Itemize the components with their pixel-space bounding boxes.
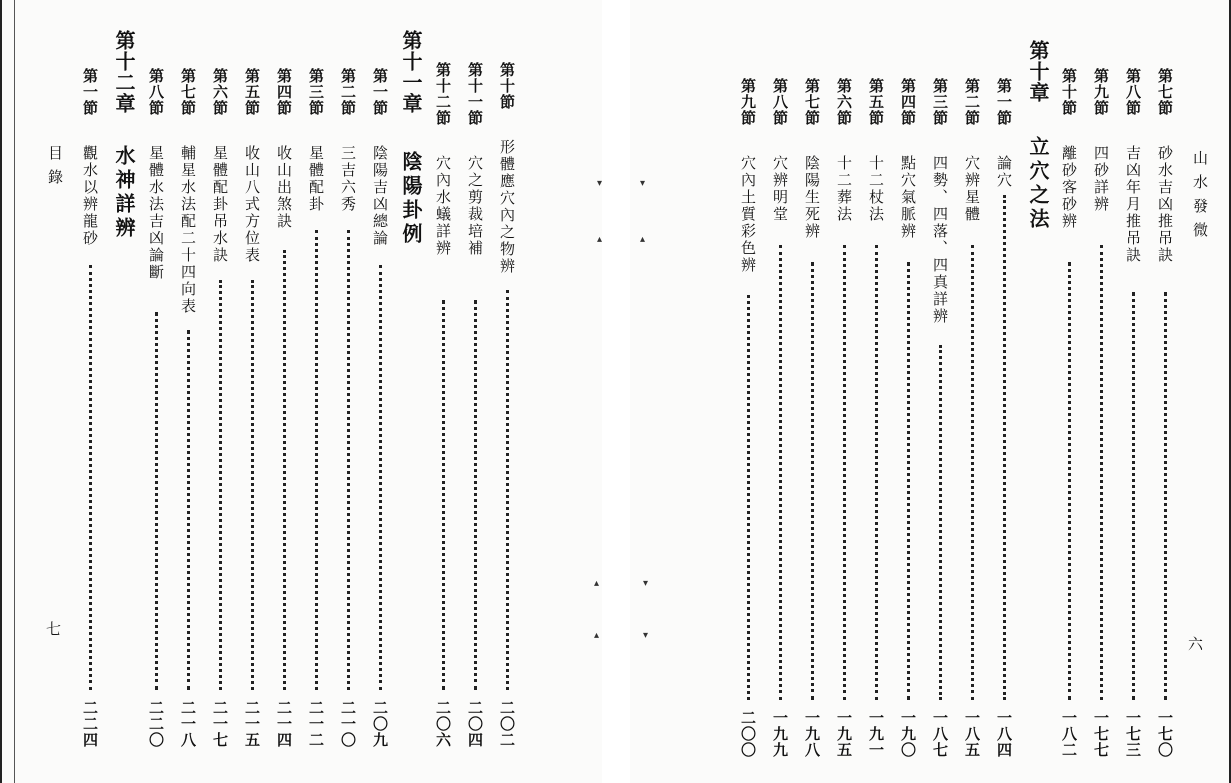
toc-entry	[82, 68, 98, 247]
section-label: 第八節	[771, 78, 789, 126]
section-label: 第六節	[835, 78, 853, 126]
toc-entry	[740, 78, 756, 274]
toc-entry	[804, 78, 820, 240]
page-number: 二一四	[275, 700, 293, 748]
toc-entry	[1093, 68, 1109, 213]
dot-leader	[1100, 245, 1103, 700]
dot-leader	[747, 295, 750, 700]
binding-mark: ▴	[594, 630, 600, 641]
dot-leader	[1003, 195, 1006, 700]
toc-entry	[467, 62, 483, 257]
page-number: 二〇二	[498, 700, 516, 748]
section-label: 第五節	[867, 78, 885, 126]
section-label: 第三節	[307, 68, 325, 116]
section-label: 第三節	[931, 78, 949, 126]
section-label: 第四節	[899, 78, 917, 126]
section-label: 第八節	[1124, 68, 1142, 116]
chapter-heading	[1028, 40, 1048, 232]
section-title: 十二杖法	[867, 155, 885, 223]
dot-leader	[219, 280, 222, 690]
chapter-title: 水神詳辨	[112, 145, 136, 241]
dot-leader	[875, 245, 878, 700]
toc-entry	[499, 62, 515, 275]
section-label: 第一節	[81, 68, 99, 116]
page-number: 一七七	[1092, 710, 1110, 758]
folio-number: 六	[1188, 635, 1204, 653]
page-number: 一八二	[1060, 710, 1078, 758]
section-title: 四砂詳辨	[1092, 145, 1110, 213]
dot-leader	[283, 250, 286, 690]
dot-leader	[843, 245, 846, 700]
section-title: 觀水以辨龍砂	[81, 145, 99, 247]
page-number: 二〇〇	[739, 710, 757, 758]
page-edge	[0, 0, 2, 783]
binding-mark: ▴	[597, 234, 603, 245]
section-label: 第十節	[1060, 68, 1078, 116]
dot-leader	[779, 245, 782, 700]
section-title: 星體配卦吊水訣	[211, 145, 229, 264]
toc-entry	[1125, 68, 1141, 264]
dot-leader	[1132, 292, 1135, 700]
toc-entry	[180, 68, 196, 315]
binding-mark: ▾	[643, 578, 649, 589]
page-number: 一九一	[867, 710, 885, 758]
section-title: 星體水法吉凶論斷	[147, 145, 165, 281]
section-label: 第六節	[211, 68, 229, 116]
running-header: 目錄	[46, 145, 64, 193]
section-title: 十二葬法	[835, 155, 853, 223]
chapter-label: 第十章	[1026, 40, 1050, 103]
page-number: 一九五	[835, 710, 853, 758]
section-title: 點穴氣脈辨	[899, 155, 917, 240]
section-title: 形體應穴內之物辨	[498, 139, 516, 275]
chapter-label: 第十二章	[112, 30, 136, 114]
page-number: 二二〇	[147, 700, 165, 748]
section-label: 第九節	[739, 78, 757, 126]
dot-leader	[1164, 292, 1167, 700]
dot-leader	[155, 312, 158, 690]
section-title: 離砂客砂辨	[1060, 145, 1078, 230]
section-title: 星體配卦	[307, 145, 325, 213]
section-label: 第五節	[243, 68, 261, 116]
binding-mark: ▴	[594, 578, 600, 589]
section-title: 輔星水法配二十四向表	[179, 145, 197, 315]
toc-entry	[276, 68, 292, 230]
section-title: 陰陽生死辨	[803, 155, 821, 240]
chapter-heading	[401, 30, 421, 247]
section-title: 砂水吉凶推吊訣	[1156, 145, 1174, 264]
dot-leader	[811, 262, 814, 700]
section-title: 陰陽吉凶總論	[371, 145, 389, 247]
binding-mark: ▾	[640, 178, 646, 189]
section-label: 第二節	[339, 68, 357, 116]
dot-leader	[506, 290, 509, 690]
section-title: 穴辨明堂	[771, 155, 789, 223]
page-number: 一九〇	[899, 710, 917, 758]
chapter-label: 第十一章	[399, 30, 423, 114]
running-header: 山水發微	[1191, 150, 1209, 246]
dot-leader	[315, 230, 318, 690]
dot-leader	[1068, 262, 1071, 700]
section-label: 第七節	[179, 68, 197, 116]
page-number: 二〇四	[466, 700, 484, 748]
page-number: 一九九	[771, 710, 789, 758]
section-title: 穴之剪裁培補	[466, 155, 484, 257]
toc-entry	[340, 68, 356, 213]
page-number: 二一七	[211, 700, 229, 748]
dot-leader	[379, 265, 382, 690]
dot-leader	[89, 265, 92, 690]
dot-leader	[347, 230, 350, 690]
dot-leader	[474, 300, 477, 690]
folio-number: 七	[46, 620, 62, 638]
toc-entry	[435, 62, 451, 257]
section-label: 第一節	[371, 68, 389, 116]
page-number: 二一〇	[339, 700, 357, 748]
section-label: 第八節	[147, 68, 165, 116]
page-number: 一七三	[1124, 710, 1142, 758]
binding-mark: ▾	[597, 178, 603, 189]
section-title: 收山出煞訣	[275, 145, 293, 230]
chapter-heading	[114, 30, 134, 241]
toc-entry	[148, 68, 164, 281]
page-number: 一八七	[931, 710, 949, 758]
page-number: 二〇六	[434, 700, 452, 748]
toc-entry	[1157, 68, 1173, 264]
section-title: 收山八式方位表	[243, 145, 261, 264]
page-edge	[14, 0, 15, 783]
toc-entry	[868, 78, 884, 223]
section-title: 穴內土質彩色辨	[739, 155, 757, 274]
section-title: 吉凶年月推吊訣	[1124, 145, 1142, 264]
page-number: 二〇九	[371, 700, 389, 748]
dot-leader	[251, 280, 254, 690]
dot-leader	[939, 345, 942, 700]
dot-leader	[442, 300, 445, 690]
section-title: 論穴	[995, 155, 1013, 189]
page-number: 二二四	[81, 700, 99, 748]
binding-mark: ▴	[640, 234, 646, 245]
section-label: 第九節	[1092, 68, 1110, 116]
chapter-title: 陰陽卦例	[399, 151, 423, 247]
section-label: 第二節	[963, 78, 981, 126]
section-label: 第七節	[1156, 68, 1174, 116]
section-label: 第一節	[995, 78, 1013, 126]
page-number: 二一八	[179, 700, 197, 748]
section-title: 穴辨星體	[963, 155, 981, 223]
toc-entry	[308, 68, 324, 213]
section-label: 第四節	[275, 68, 293, 116]
page-number: 一七〇	[1156, 710, 1174, 758]
toc-entry	[1061, 68, 1077, 230]
toc-entry	[372, 68, 388, 247]
toc-entry	[900, 78, 916, 240]
chapter-title: 立穴之法	[1026, 136, 1050, 232]
section-label: 第十二節	[434, 62, 452, 126]
page-number: 一八五	[963, 710, 981, 758]
page-number: 二一二	[307, 700, 325, 748]
toc-entry	[772, 78, 788, 223]
page-number: 二一五	[243, 700, 261, 748]
section-label: 第七節	[803, 78, 821, 126]
dot-leader	[971, 245, 974, 700]
toc-entry	[996, 78, 1012, 189]
page-number: 一九八	[803, 710, 821, 758]
toc-entry	[836, 78, 852, 223]
section-label: 第十節	[498, 62, 516, 110]
dot-leader	[907, 262, 910, 700]
section-title: 四勢、四落、四真詳辨	[931, 155, 949, 325]
dot-leader	[187, 330, 190, 690]
toc-entry	[212, 68, 228, 264]
page-number: 一八四	[995, 710, 1013, 758]
toc-entry	[932, 78, 948, 325]
binding-mark: ▾	[643, 630, 649, 641]
section-title: 穴內水蟻詳辨	[434, 155, 452, 257]
section-label: 第十一節	[466, 62, 484, 126]
toc-entry	[964, 78, 980, 223]
toc-entry	[244, 68, 260, 264]
section-title: 三吉六秀	[339, 145, 357, 213]
